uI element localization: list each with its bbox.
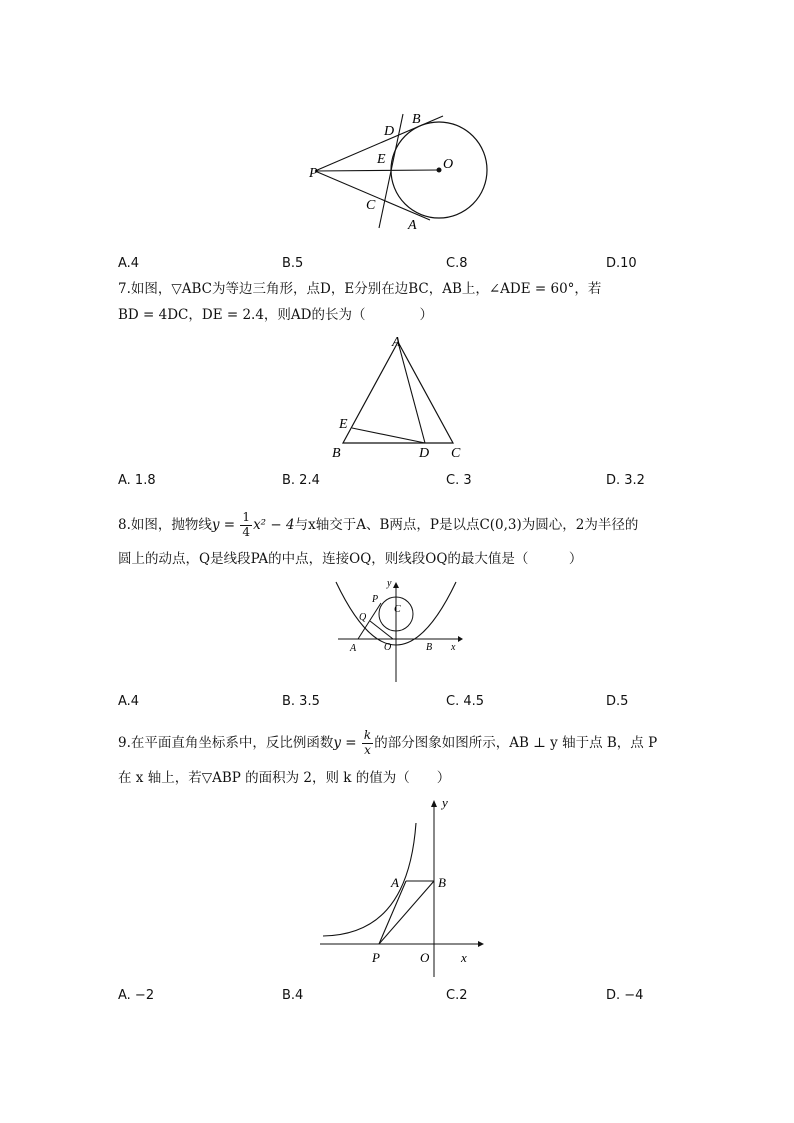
q8-figure [330,578,470,688]
q9-text-line2: 在 x 轴上，若▽ABP 的面积为 2，则 k 的值为（ ） [118,770,451,786]
label-b: B [412,112,421,127]
segment-ed [352,428,425,443]
label-d: D [419,446,430,461]
label-x: x [461,950,467,965]
label-a: A [408,218,417,233]
q8-rest: 与x轴交于A、B两点，P是以点C(0,3)为圆心，2为半径的 [294,516,639,533]
label-b: B [438,875,446,890]
label-b: B [426,642,433,653]
label-p: P [372,950,380,965]
q9-option-c[interactable]: C.2 [446,988,468,1003]
q8-fraction [240,511,252,540]
q9-fraction [362,729,373,758]
label-a: A [391,875,399,890]
q7-option-a[interactable]: A. 1.8 [118,473,156,488]
label-o: O [384,642,392,653]
q7-option-c[interactable]: C. 3 [446,473,472,488]
q8-frac-den: 4 [242,524,251,539]
segment-ad [398,342,425,443]
q8-eq-y: y = [211,516,236,533]
q8-eq-rest: x² − 4 [253,516,295,533]
label-p: P [309,166,318,181]
x-axis-arrow [478,941,484,947]
q9-option-b[interactable]: B.4 [282,988,304,1003]
label-e: E [339,417,348,432]
label-d: D [384,124,395,139]
q7-text-line1: 7.如图，▽ABC为等边三角形，点D，E分别在边BC，AB上，∠ADE = 60°，若 [118,281,602,297]
q9-intro: 9.在平面直角坐标系中，反比例函数 [118,734,334,751]
q9-option-d[interactable]: D. −4 [606,988,644,1003]
label-c: C [394,604,401,615]
q6-option-b[interactable]: B.5 [282,256,304,271]
center-o-dot [437,168,442,173]
segment-po [315,170,439,171]
label-e: E [377,152,386,167]
segment-pb [379,881,434,944]
label-a: A [350,643,357,654]
q7-text-line2: BD = 4DC，DE = 2.4，则AD的长为（ ） [118,307,433,323]
q8-option-d[interactable]: D.5 [606,694,629,709]
label-y: y [387,578,392,589]
q7-diagram [325,333,475,463]
q9-rest: 的部分图象如图所示，AB ⊥ y 轴于点 B，点 P [374,734,658,751]
q9-frac-num: k [363,728,372,742]
q8-text-line2: 圆上的动点，Q是线段PA的中点，连接OQ，则线段OQ的最大值是（ ） [118,551,583,567]
q8-frac-num: 1 [242,510,251,524]
q8-option-b[interactable]: B. 3.5 [282,694,320,709]
hyperbola [323,823,416,936]
q8-diagram [330,578,470,688]
q7-figure [325,333,475,463]
label-x: x [451,642,456,653]
q9-figure [315,795,490,980]
q9-text-line1 [118,729,657,758]
x-axis-arrow [458,636,463,642]
label-o: O [420,950,430,965]
label-a: A [392,335,401,350]
q6-option-c[interactable]: C.8 [446,256,468,271]
q8-text-line1 [118,511,638,540]
label-o: O [443,157,454,172]
q7-option-d[interactable]: D. 3.2 [606,473,645,488]
segment-pa [379,881,406,944]
q6-option-a[interactable]: A.4 [118,256,140,271]
q8-option-a[interactable]: A.4 [118,694,140,709]
label-c: C [366,198,376,213]
label-p: P [372,594,379,605]
y-axis-arrow [431,800,437,807]
q6-figure [300,105,500,235]
label-b: B [332,446,341,461]
q8-option-c[interactable]: C. 4.5 [446,694,485,709]
label-y: y [442,795,448,810]
label-q: Q [359,612,367,623]
q9-frac-den: x [364,742,371,757]
q8-intro: 8.如图，抛物线 [118,516,212,533]
q6-option-d[interactable]: D.10 [606,256,637,271]
q9-eq-y: y = [333,734,357,751]
q9-option-a[interactable]: A. −2 [118,988,155,1003]
y-axis-arrow [393,582,399,588]
q7-option-b[interactable]: B. 2.4 [282,473,320,488]
q9-diagram [315,795,490,980]
triangle-abc [343,342,453,443]
label-c: C [451,446,461,461]
q6-diagram [300,105,500,235]
